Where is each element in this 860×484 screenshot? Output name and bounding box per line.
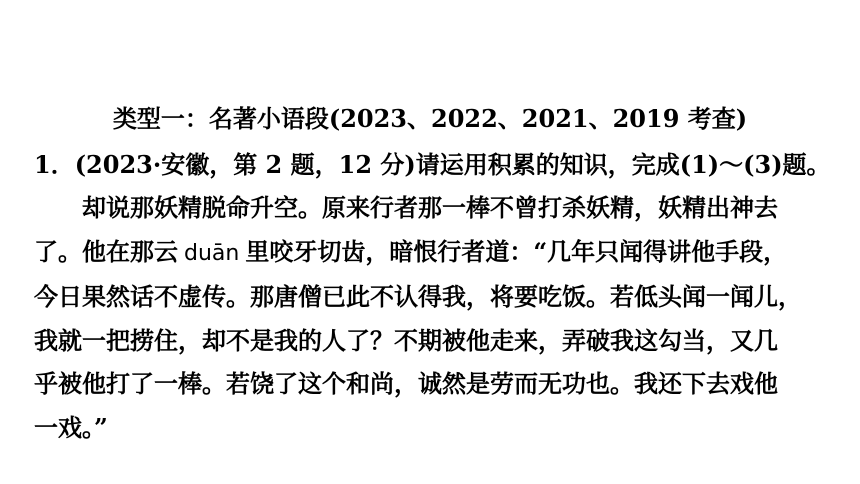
passage-line: 乎被他打了一棒。若饶了这个和尚，诚然是劳而无功也。我还下去戏他: [34, 369, 778, 398]
passage-text: 里咬牙切齿，暗恨行者道：“几年只闻得讲他手段，: [245, 236, 788, 266]
passage-line: 今日果然话不虚传。那唐僧已此不认得我，将要吃饭。若低头闻一闻儿，: [34, 282, 802, 311]
passage-line: 我就一把捞住，却不是我的人了？不期被他走来，弄破我这勾当，又几: [34, 325, 778, 355]
passage-text: 了。他在那云: [34, 236, 178, 266]
passage-line: [34, 230, 834, 276]
section-heading: 类型一：名著小语段(2023、2022、2021、2019 考查): [112, 104, 748, 133]
question-prompt: 1．(2023·安徽，第 2 题，12 分)请运用积累的知识，完成(1)～(3)题。: [34, 150, 831, 179]
passage-line: 却说那妖精脱命升空。原来行者那一棒不曾打杀妖精，妖精出神去: [82, 193, 778, 222]
pinyin-annotation: duān: [184, 240, 240, 266]
reading-passage: [34, 186, 834, 449]
passage-line: 一戏。”: [34, 412, 108, 442]
